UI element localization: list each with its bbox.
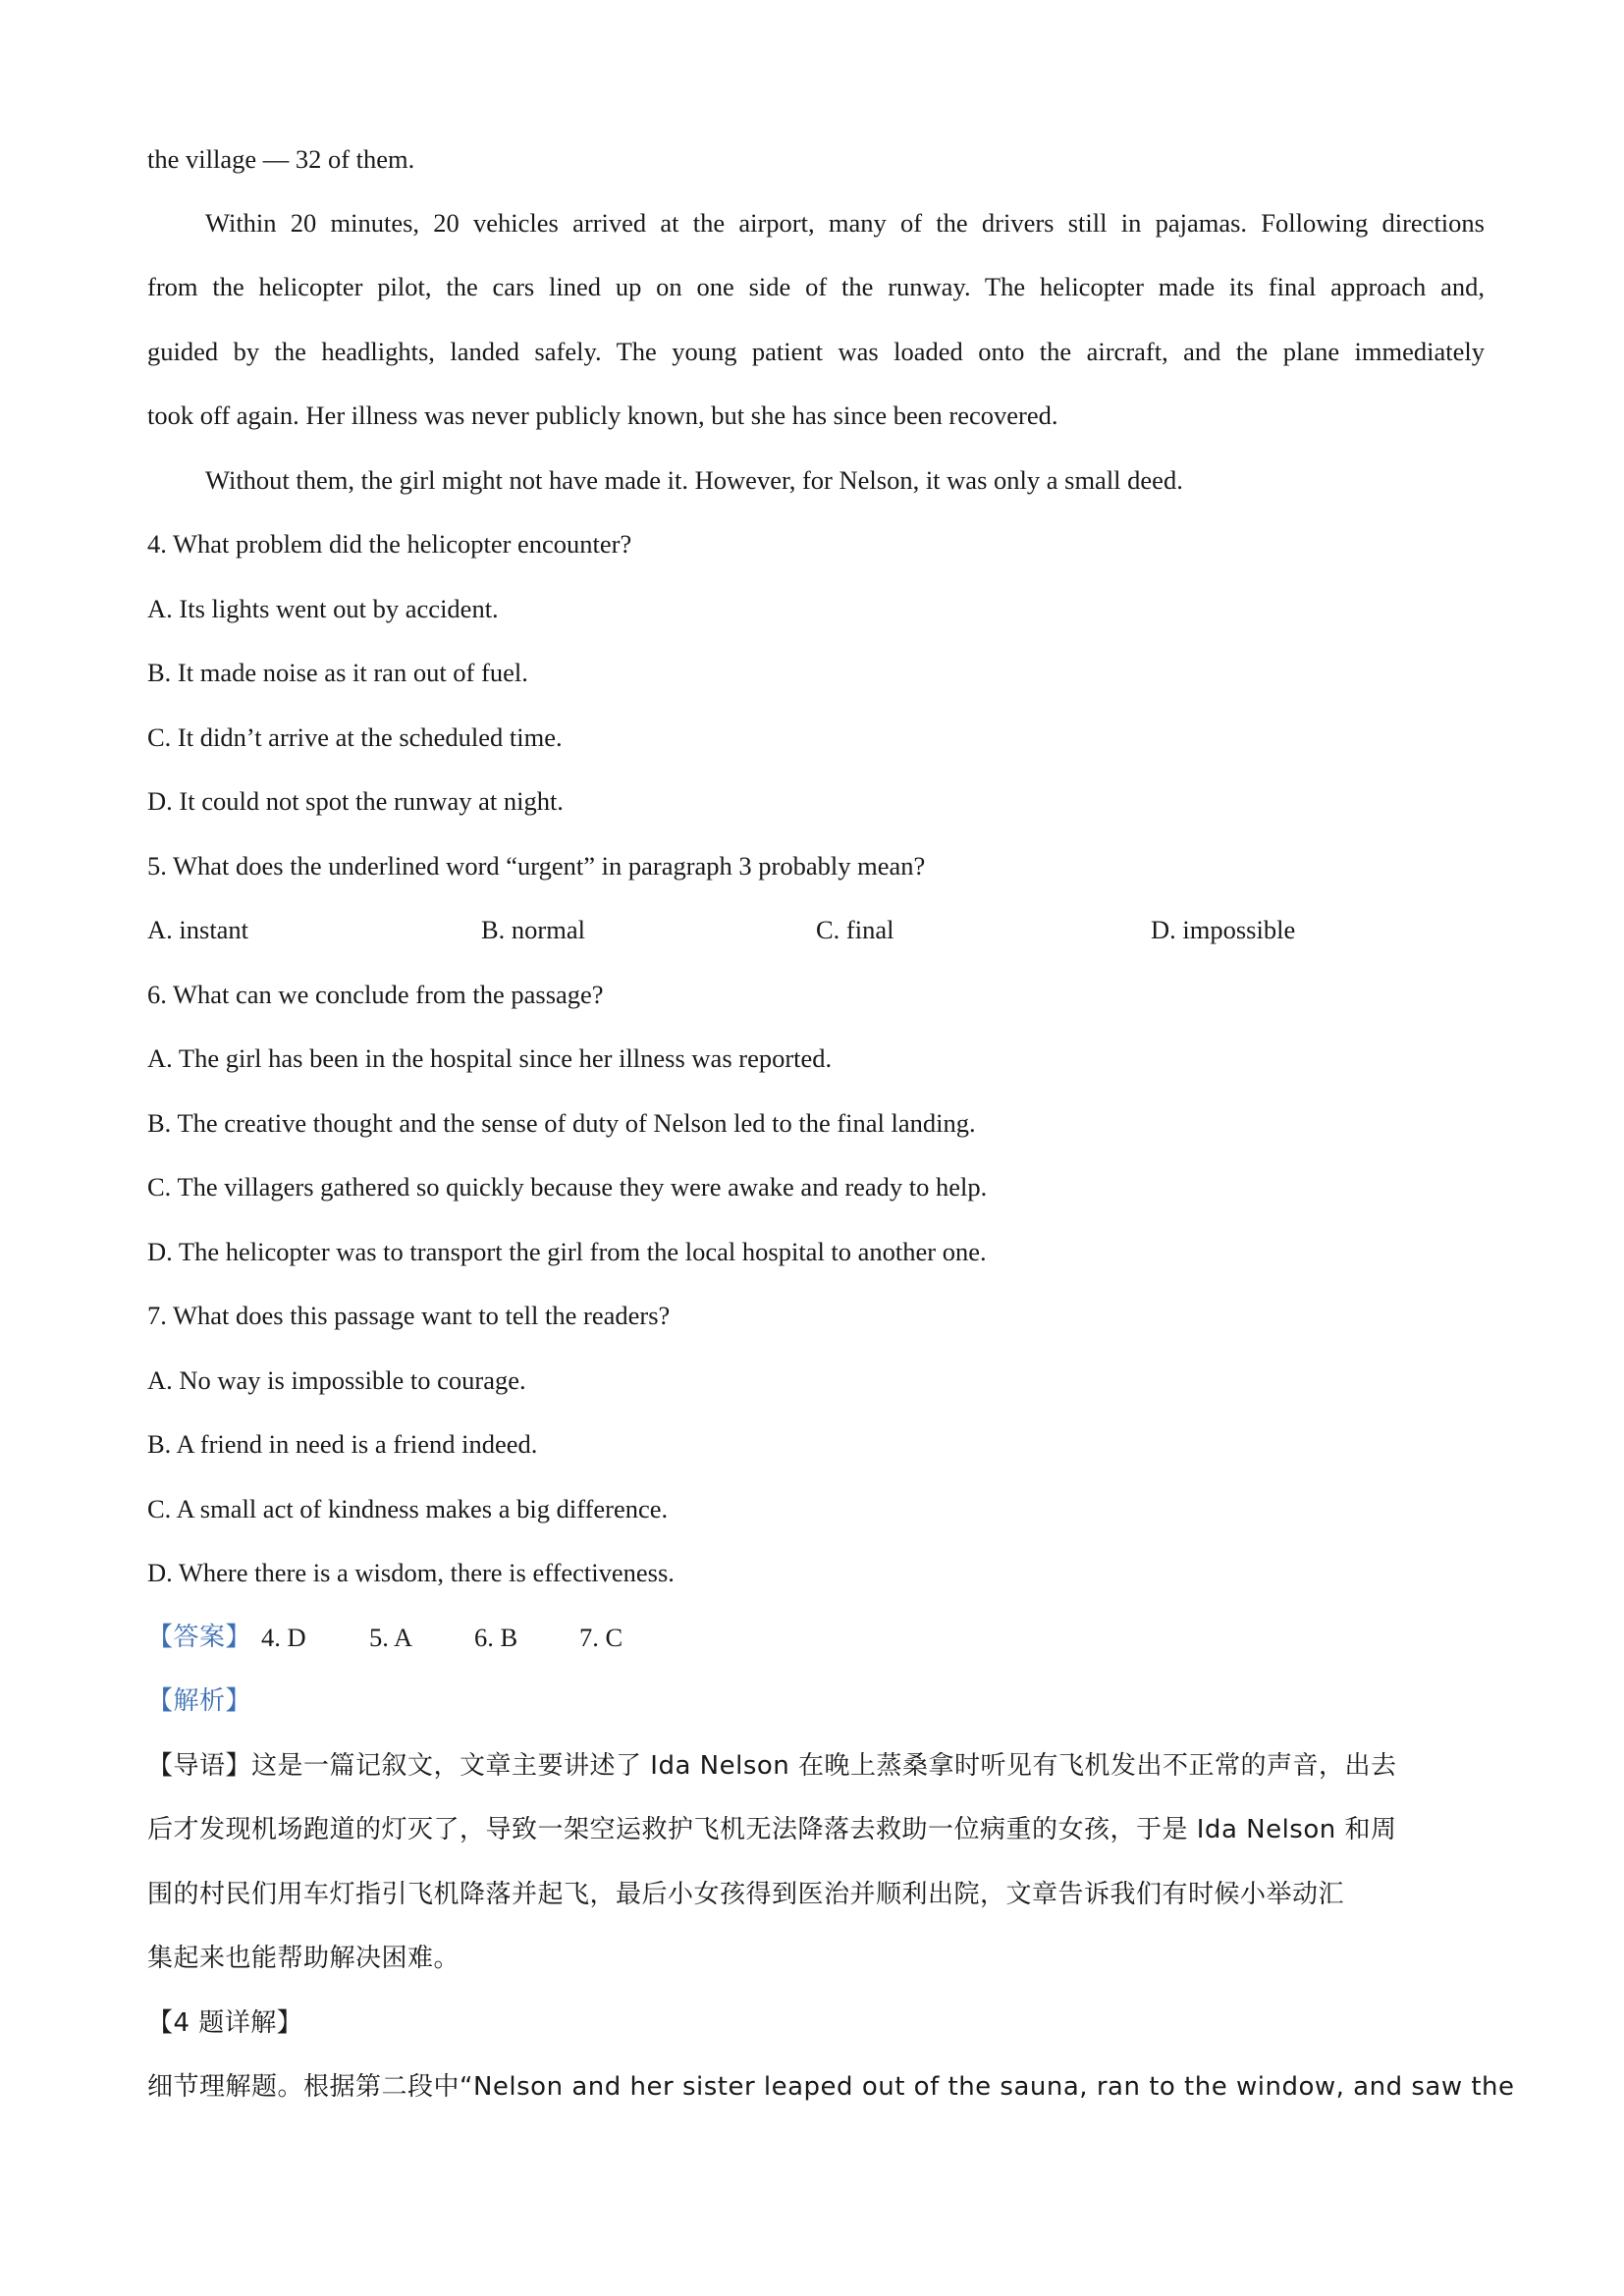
guide-line-2: 后才发现机场跑道的灯灭了，导致一架空运救护飞机无法降落去救助一位病重的女孩，于是 Ida Nelson 和周 [147,1815,1397,1844]
question-7-option-a: A. No way is impossible to courage. [147,1365,526,1395]
question-5-option-a: A. instant [147,915,249,944]
question-5-option-d: D. impossible [1151,915,1296,944]
passage-para2-line-2: from the helicopter pilot, the cars lined up on one side of the runway. The helicopter made its final approach and, [147,272,1485,301]
guide-line-3: 围的村民们用车灯指引飞机降落并起飞，最后小女孩得到医治并顺利出院，文章告诉我们有时候小举动汇 [147,1880,1345,1909]
question-7-option-b: B. A friend in need is a friend indeed. [147,1429,538,1459]
question-4-stem: 4. What problem did the helicopter encounter? [147,529,632,559]
question-7-stem: 7. What does this passage want to tell the readers? [147,1301,671,1330]
passage-para2-line-1: Within 20 minutes, 20 vehicles arrived at the airport, many of the drivers still in pajamas. Following directions [205,208,1485,238]
detail-4-label: 【4 题详解】 [147,2008,303,2038]
question-6-option-c: C. The villagers gathered so quickly because they were awake and ready to help. [147,1172,988,1201]
question-4-option-d: D. It could not spot the runway at night. [147,786,564,816]
guide-line-4: 集起来也能帮助解决困难。 [147,1944,460,1973]
question-6-option-a: A. The girl has been in the hospital since her illness was reported. [147,1043,833,1073]
analysis-label: 【解析】 [147,1686,252,1716]
guide-text-1: 这是一篇记叙文，文章主要讲述了 Ida Nelson 在晚上蒸桑拿时听见有飞机发出不正常的声音，出去 [251,1751,1397,1781]
question-6-stem: 6. What can we conclude from the passage? [147,980,604,1009]
question-4-option-c: C. It didn’t arrive at the scheduled time. [147,722,563,752]
question-7-option-c: C. A small act of kindness makes a big difference. [147,1494,669,1523]
passage-para3: Without them, the girl might not have made it. However, for Nelson, it was only a small deed. [205,465,1183,495]
question-5-option-b: B. normal [481,915,585,944]
passage-para2-line-3: guided by the headlights, landed safely. The young patient was loaded onto the aircraft, and the plane immediately [147,337,1485,366]
answer-item-6: 6. B [474,1623,518,1652]
detail-4-line-1: 细节理解题。根据第二段中“Nelson and her sister leaped out of the sauna, ran to the window, and saw the [147,2072,1515,2102]
question-7-option-d: D. Where there is a wisdom, there is effectiveness. [147,1558,675,1587]
guide-label: 【导语】 [147,1751,252,1781]
question-6-option-d: D. The helicopter was to transport the girl from the local hospital to another one. [147,1237,987,1266]
question-4-option-b: B. It made noise as it ran out of fuel. [147,658,528,687]
question-4-option-a: A. Its lights went out by accident. [147,594,499,623]
question-6-option-b: B. The creative thought and the sense of duty of Nelson led to the final landing. [147,1108,976,1138]
answer-item-5: 5. A [369,1623,413,1652]
question-5-option-c: C. final [816,915,894,944]
answer-item-4: 4. D [261,1623,306,1652]
passage-line-0: the village — 32 of them. [147,144,415,174]
question-5-stem: 5. What does the underlined word “urgent” in paragraph 3 probably mean? [147,851,926,881]
answer-label: 【答案】 [147,1623,252,1652]
passage-para2-line-4: took off again. Her illness was never publicly known, but she has since been recovered. [147,400,1058,430]
answer-item-7: 7. C [579,1623,623,1652]
guide-line-1 [147,1749,1397,1783]
